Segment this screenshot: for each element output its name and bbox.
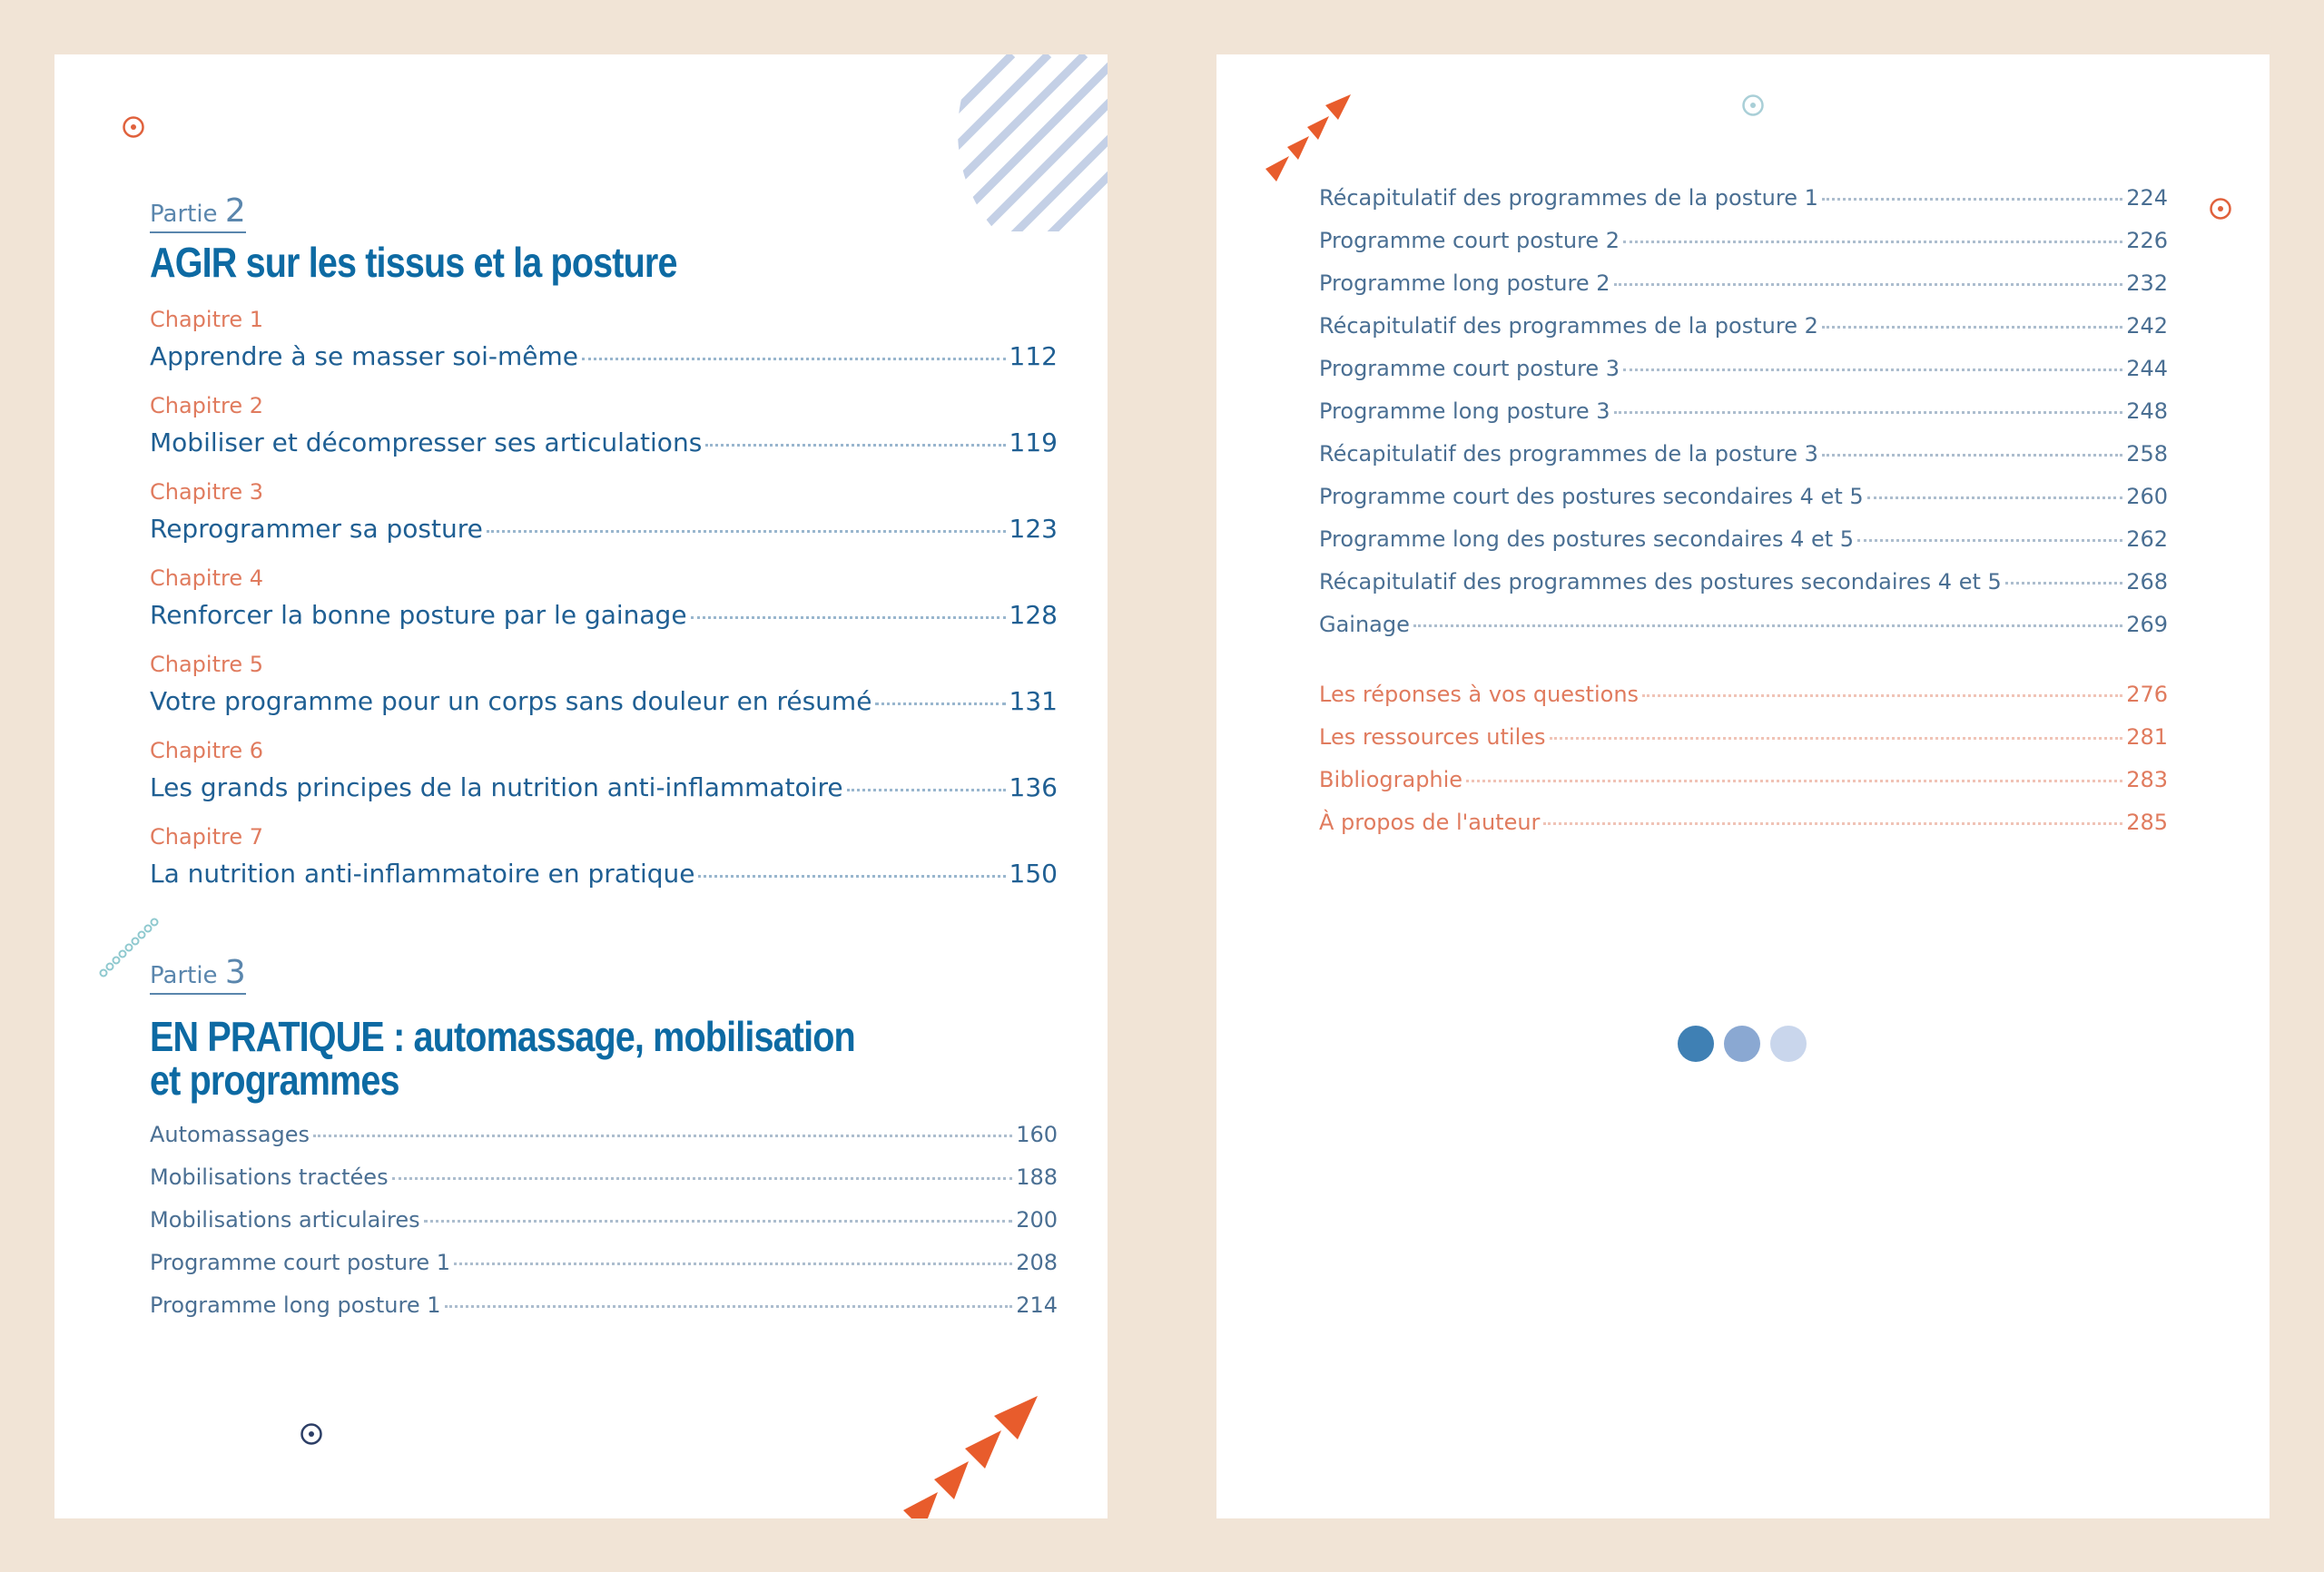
toc-entry[interactable] [150, 686, 1058, 716]
dot-leader [1867, 496, 2123, 499]
dot-leader [2005, 582, 2122, 585]
dot-leader [1857, 539, 2122, 542]
toc-entry-page: 232 [2126, 270, 2168, 296]
toc-entry-page: 276 [2126, 682, 2168, 707]
dot-leader [1543, 822, 2122, 825]
toc-entry-title: Bibliographie [1319, 767, 1463, 792]
toc-entry-title: Récapitulatif des programmes de la posture 3 [1319, 441, 1818, 467]
toc-entry-title: Programme long des postures secondaires 4 et 5 [1319, 526, 1855, 552]
dot-leader [487, 530, 1006, 533]
toc-entry-page: 112 [1009, 341, 1058, 371]
toc-entry[interactable] [1319, 569, 2168, 594]
arrow-chain-decoration [903, 1396, 1049, 1518]
part2-title: AGIR sur les tissus et la posture [150, 239, 677, 286]
toc-entry-title: Programme court posture 3 [1319, 356, 1620, 381]
toc-entry-title: Les ressources utiles [1319, 724, 1546, 750]
right-page [1216, 54, 2270, 1518]
target-icon [1741, 93, 1765, 117]
toc-entry-page: 242 [2126, 313, 2168, 339]
toc-entry[interactable] [150, 1207, 1058, 1233]
toc-entry-title: Programme long posture 1 [150, 1292, 441, 1318]
toc-entry-title: Programme court posture 2 [1319, 228, 1620, 253]
dot-leader [1822, 326, 2122, 329]
dot-leader [1822, 198, 2122, 201]
toc-entry-title: Récapitulatif des programmes de la posture 1 [1319, 185, 1818, 211]
toc-entry[interactable] [1319, 270, 2168, 296]
toc-entry-title: Renforcer la bonne posture par le gainage [150, 600, 687, 630]
toc-entry[interactable] [1319, 398, 2168, 424]
toc-entry[interactable] [1319, 185, 2168, 211]
dots-decoration-mid [1724, 1026, 1760, 1062]
chapter-label: Chapitre 7 [150, 824, 263, 850]
toc-entry-page: 160 [1016, 1122, 1058, 1147]
dot-leader [1642, 694, 2122, 697]
toc-entry-title: Automassages [150, 1122, 310, 1147]
toc-entry[interactable] [150, 1164, 1058, 1190]
toc-entry[interactable] [1319, 313, 2168, 339]
dot-leader [875, 702, 1005, 705]
partie-word: Partie [150, 962, 218, 989]
left-page [54, 54, 1108, 1518]
toc-entry[interactable] [150, 772, 1058, 802]
toc-entry-page: 208 [1016, 1250, 1058, 1275]
dots-decoration-light [1770, 1026, 1807, 1062]
toc-entry-page: 136 [1009, 772, 1058, 802]
toc-entry-page: 269 [2126, 612, 2168, 637]
toc-entry[interactable] [150, 600, 1058, 630]
toc-entry[interactable] [150, 1250, 1058, 1275]
toc-entry-page: 214 [1016, 1292, 1058, 1318]
toc-entry-page: 285 [2126, 810, 2168, 835]
chapter-label: Chapitre 3 [150, 479, 263, 505]
toc-entry-page: 244 [2126, 356, 2168, 381]
toc-entry-page: 200 [1016, 1207, 1058, 1233]
dot-leader [454, 1263, 1012, 1265]
chapter-label: Chapitre 2 [150, 393, 263, 418]
toc-entry[interactable] [1319, 484, 2168, 509]
toc-entry-title: Mobilisations articulaires [150, 1207, 420, 1233]
dot-leader [1614, 411, 2123, 414]
toc-entry-page: 224 [2126, 185, 2168, 211]
chapter-label: Chapitre 4 [150, 565, 263, 591]
dot-leader [1550, 737, 2123, 740]
toc-entry[interactable] [1319, 810, 2168, 835]
dot-leader [445, 1305, 1013, 1308]
target-icon [122, 115, 145, 139]
toc-entry-title: Récapitulatif des programmes des postures secondaires 4 et 5 [1319, 569, 2002, 594]
toc-entry-page: 131 [1009, 686, 1058, 716]
dot-leader [1614, 283, 2123, 286]
toc-entry-page: 281 [2126, 724, 2168, 750]
toc-entry-page: 128 [1009, 600, 1058, 630]
toc-entry[interactable] [1319, 767, 2168, 792]
toc-entry[interactable] [150, 427, 1058, 457]
dot-leader [698, 875, 1005, 878]
toc-entry-title: Reprogrammer sa posture [150, 514, 483, 544]
chapter-label: Chapitre 1 [150, 307, 263, 332]
dot-leader [705, 444, 1005, 447]
toc-entry[interactable] [150, 341, 1058, 371]
dot-leader [1623, 368, 2122, 371]
chapter-label: Chapitre 5 [150, 652, 263, 677]
toc-entry-page: 150 [1009, 859, 1058, 889]
partie-number: 2 [224, 192, 246, 230]
toc-entry[interactable] [150, 514, 1058, 544]
target-icon [300, 1422, 323, 1446]
toc-entry-title: Votre programme pour un corps sans douleur en résumé [150, 686, 872, 716]
toc-entry[interactable] [150, 859, 1058, 889]
dot-leader [1466, 780, 2122, 782]
part3-title-line1: EN PRATIQUE : automassage, mobilisation [150, 1013, 855, 1060]
dot-leader [1413, 624, 2122, 627]
toc-entry-title: Apprendre à se masser soi-même [150, 341, 578, 371]
toc-entry-title: Programme court posture 1 [150, 1250, 451, 1275]
dot-leader [1623, 241, 2122, 243]
toc-entry[interactable] [1319, 356, 2168, 381]
toc-entry-page: 258 [2126, 441, 2168, 467]
toc-entry-page: 283 [2126, 767, 2168, 792]
toc-entry-title: Mobiliser et décompresser ses articulations [150, 427, 703, 457]
dot-leader [424, 1220, 1013, 1223]
toc-entry-title: Programme long posture 3 [1319, 398, 1610, 424]
toc-entry-page: 188 [1016, 1164, 1058, 1190]
dot-leader [392, 1177, 1013, 1180]
toc-entry-title: Gainage [1319, 612, 1410, 637]
toc-entry-page: 123 [1009, 514, 1058, 544]
part2-label [150, 192, 246, 233]
toc-entry[interactable] [1319, 612, 2168, 637]
toc-entry-title: Les réponses à vos questions [1319, 682, 1640, 707]
dots-decoration-dark [1678, 1026, 1714, 1062]
toc-entry[interactable] [1319, 682, 2168, 707]
arrow-chain-decoration [1262, 94, 1353, 183]
toc-entry[interactable] [1319, 724, 2168, 750]
part3-label [150, 954, 246, 995]
chapter-label: Chapitre 6 [150, 738, 263, 763]
toc-entry-page: 119 [1009, 427, 1058, 457]
partie-number: 3 [224, 954, 246, 991]
toc-entry-page: 262 [2126, 526, 2168, 552]
toc-entry[interactable] [150, 1292, 1058, 1318]
toc-entry[interactable] [150, 1122, 1058, 1147]
toc-entry-title: Récapitulatif des programmes de la posture 2 [1319, 313, 1818, 339]
target-icon [2209, 197, 2232, 221]
toc-entry-title: La nutrition anti-inflammatoire en pratique [150, 859, 695, 889]
toc-entry[interactable] [1319, 441, 2168, 467]
partie-word: Partie [150, 201, 218, 228]
dot-leader [582, 358, 1006, 360]
diagonal-stripes-decoration [940, 54, 1108, 231]
toc-entry-title: Programme court des postures secondaires 4 et 5 [1319, 484, 1864, 509]
dot-leader [847, 789, 1006, 791]
toc-entry-title: Programme long posture 2 [1319, 270, 1610, 296]
toc-entry-page: 248 [2126, 398, 2168, 424]
dot-leader [313, 1135, 1012, 1137]
toc-entry[interactable] [1319, 526, 2168, 552]
dot-leader [691, 616, 1006, 619]
toc-entry-page: 260 [2126, 484, 2168, 509]
toc-entry-title: Mobilisations tractées [150, 1164, 389, 1190]
toc-entry[interactable] [1319, 228, 2168, 253]
toc-entry-title: À propos de l'auteur [1319, 810, 1541, 835]
dot-leader [1822, 454, 2122, 457]
toc-entry-title: Les grands principes de la nutrition anti-inflammatoire [150, 772, 843, 802]
part3-title-line2: et programmes [150, 1056, 399, 1104]
toc-entry-page: 268 [2126, 569, 2168, 594]
toc-entry-page: 226 [2126, 228, 2168, 253]
